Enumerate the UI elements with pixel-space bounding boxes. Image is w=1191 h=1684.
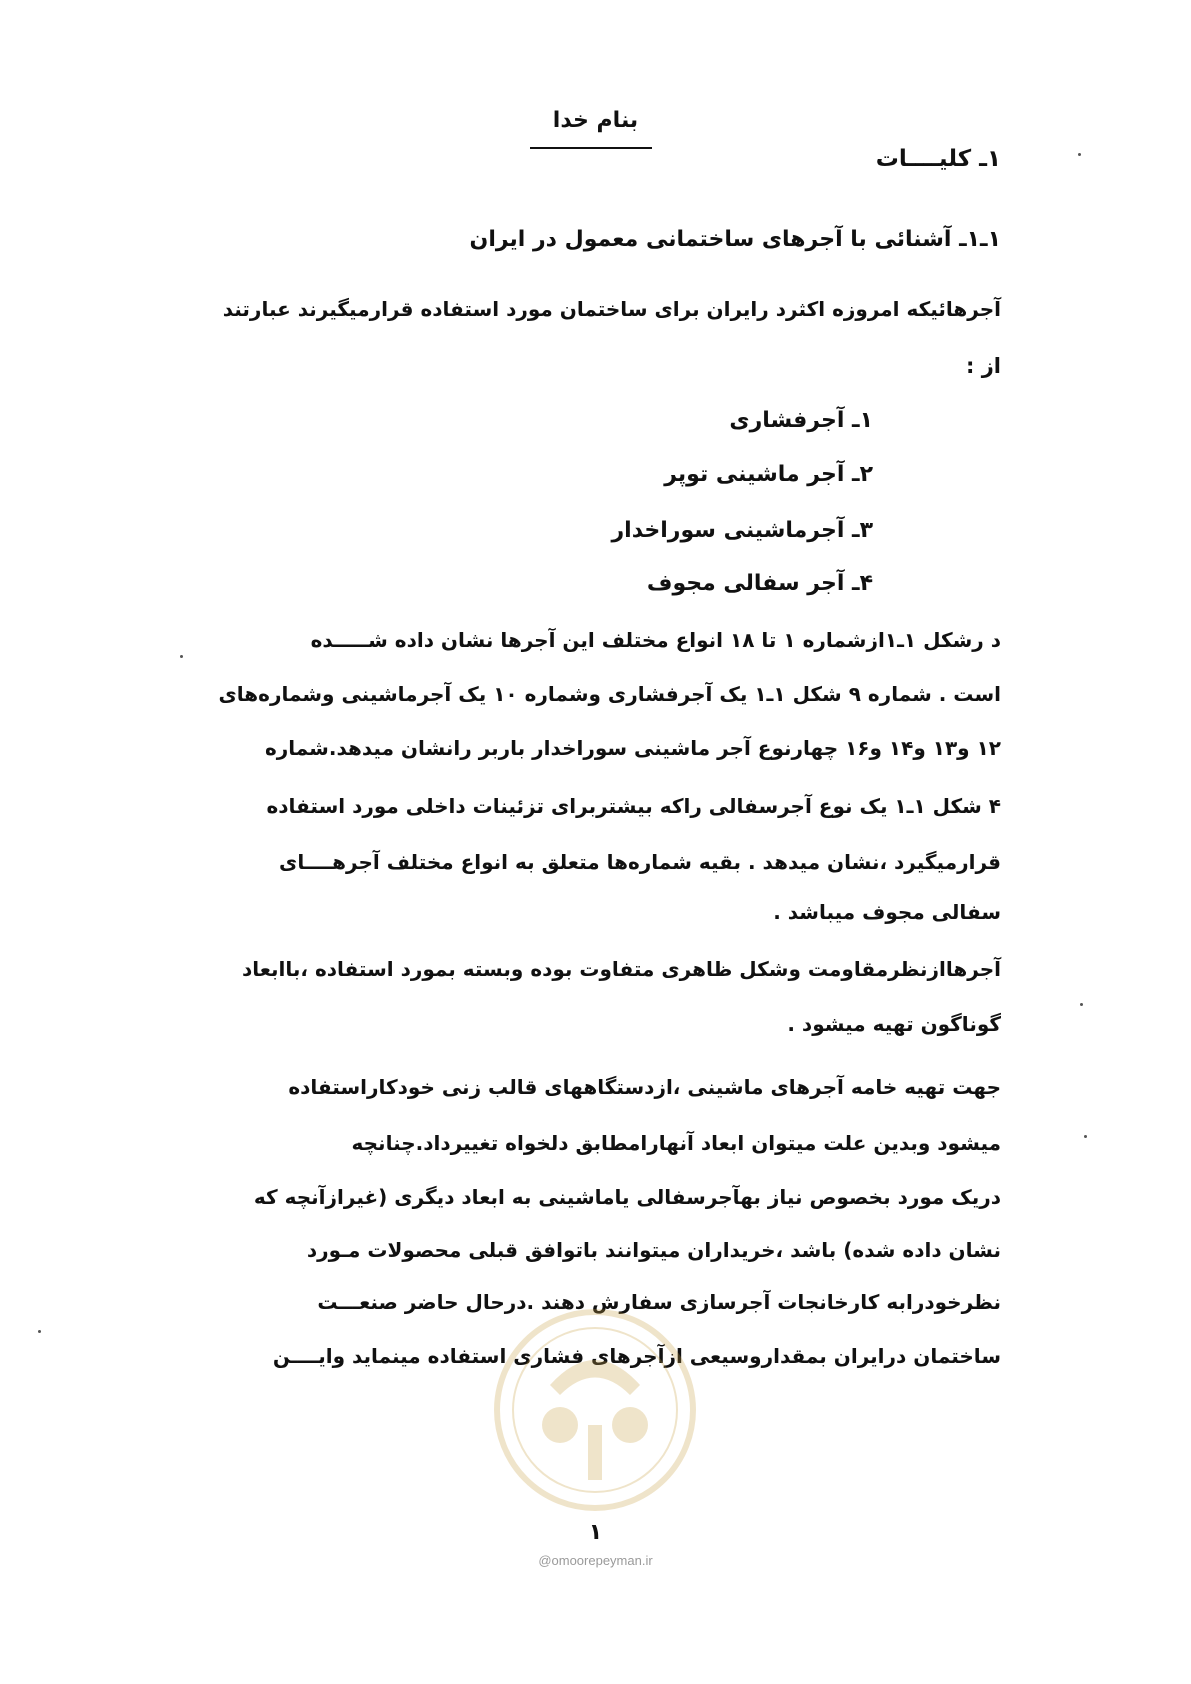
paragraph-line: دریک مورد بخصوص نیاز بهآجرسفالی یاماشینی به ابعاد دیگری (غیرازآنچه که xyxy=(253,1185,1001,1209)
list-item-perforated-machine-brick: ۳ـ آجرماشینی سوراخدار xyxy=(611,518,873,543)
paragraph-line: نظرخودرابه کارخانجات آجرسازی سفارش دهند .درحال حاضر صنعـــت xyxy=(317,1290,1001,1314)
paragraph-line: میشود وبدین علت میتوان ابعاد آنهارامطابق دلخواه تغییرداد.چنانچه xyxy=(351,1131,1001,1155)
watermark-seal-icon xyxy=(490,1305,700,1515)
title-underline xyxy=(530,147,652,149)
paragraph-line: ۱۲ و۱۳ و۱۴ و۱۶ چهارنوع آجر ماشینی سوراخدار باربر رانشان میدهد.شماره xyxy=(264,736,1001,760)
paragraph-line: آجرهاازنظرمقاومت وشکل ظاهری متفاوت بوده وبسته بمورد استفاده ،باابعاد xyxy=(241,957,1001,981)
paragraph-line: د رشکل ۱ـ۱ازشماره ۱ تا ۱۸ انواع مختلف این آجرها نشان داده شـــــده xyxy=(310,628,1001,652)
subsection-heading: ۱ـ۱ـ آشنائی با آجرهای ساختمانی معمول در ایران xyxy=(469,227,1001,252)
paragraph-line: است . شماره ۹ شکل ۱ـ۱ یک آجرفشاری وشماره ۱۰ یک آجرماشینی وشماره‌های xyxy=(218,682,1001,706)
document-title: بنام خدا xyxy=(552,108,639,133)
paragraph-line: سفالی مجوف میباشد . xyxy=(773,900,1001,924)
paragraph-line: ساختمان درایران بمقداروسیعی ازآجرهای فشاری استفاده مینماید وایــــن xyxy=(272,1344,1001,1368)
paragraph-line: جهت تهیه خامه آجرهای ماشینی ،ازدستگاههای قالب زنی خودکاراستفاده xyxy=(288,1075,1001,1099)
intro-line: از : xyxy=(966,354,1001,378)
list-item-hollow-clay-brick: ۴ـ آجر سفالی مجوف xyxy=(646,571,873,596)
site-credit: @omoorepeyman.ir xyxy=(538,1553,653,1568)
paragraph-line: قرارمیگیرد ،نشان میدهد . بقیه شماره‌ها متعلق به انواع مختلف آجرهــــای xyxy=(278,850,1001,874)
page-number: ۱ xyxy=(588,1520,603,1545)
section-heading: ۱ـ کلیــــات xyxy=(875,146,1001,172)
list-item-solid-machine-brick: ۲ـ آجر ماشینی توپر xyxy=(664,462,873,487)
paragraph-line: ۴ شکل ۱ـ۱ یک نوع آجرسفالی راکه بیشتربرای تزئینات داخلی مورد استفاده xyxy=(266,794,1001,818)
intro-line: آجرهائیکه امروزه اکثرد رایران برای ساختمان مورد استفاده قرارمیگیرند عبارتند xyxy=(222,297,1001,321)
paragraph-line: گوناگون تهیه میشود . xyxy=(787,1012,1001,1036)
paragraph-line: نشان داده شده) باشد ،خریداران میتوانند باتوافق قبلی محصولات مـورد xyxy=(306,1238,1001,1262)
list-item-pressed-brick: ۱ـ آجرفشاری xyxy=(729,408,873,433)
